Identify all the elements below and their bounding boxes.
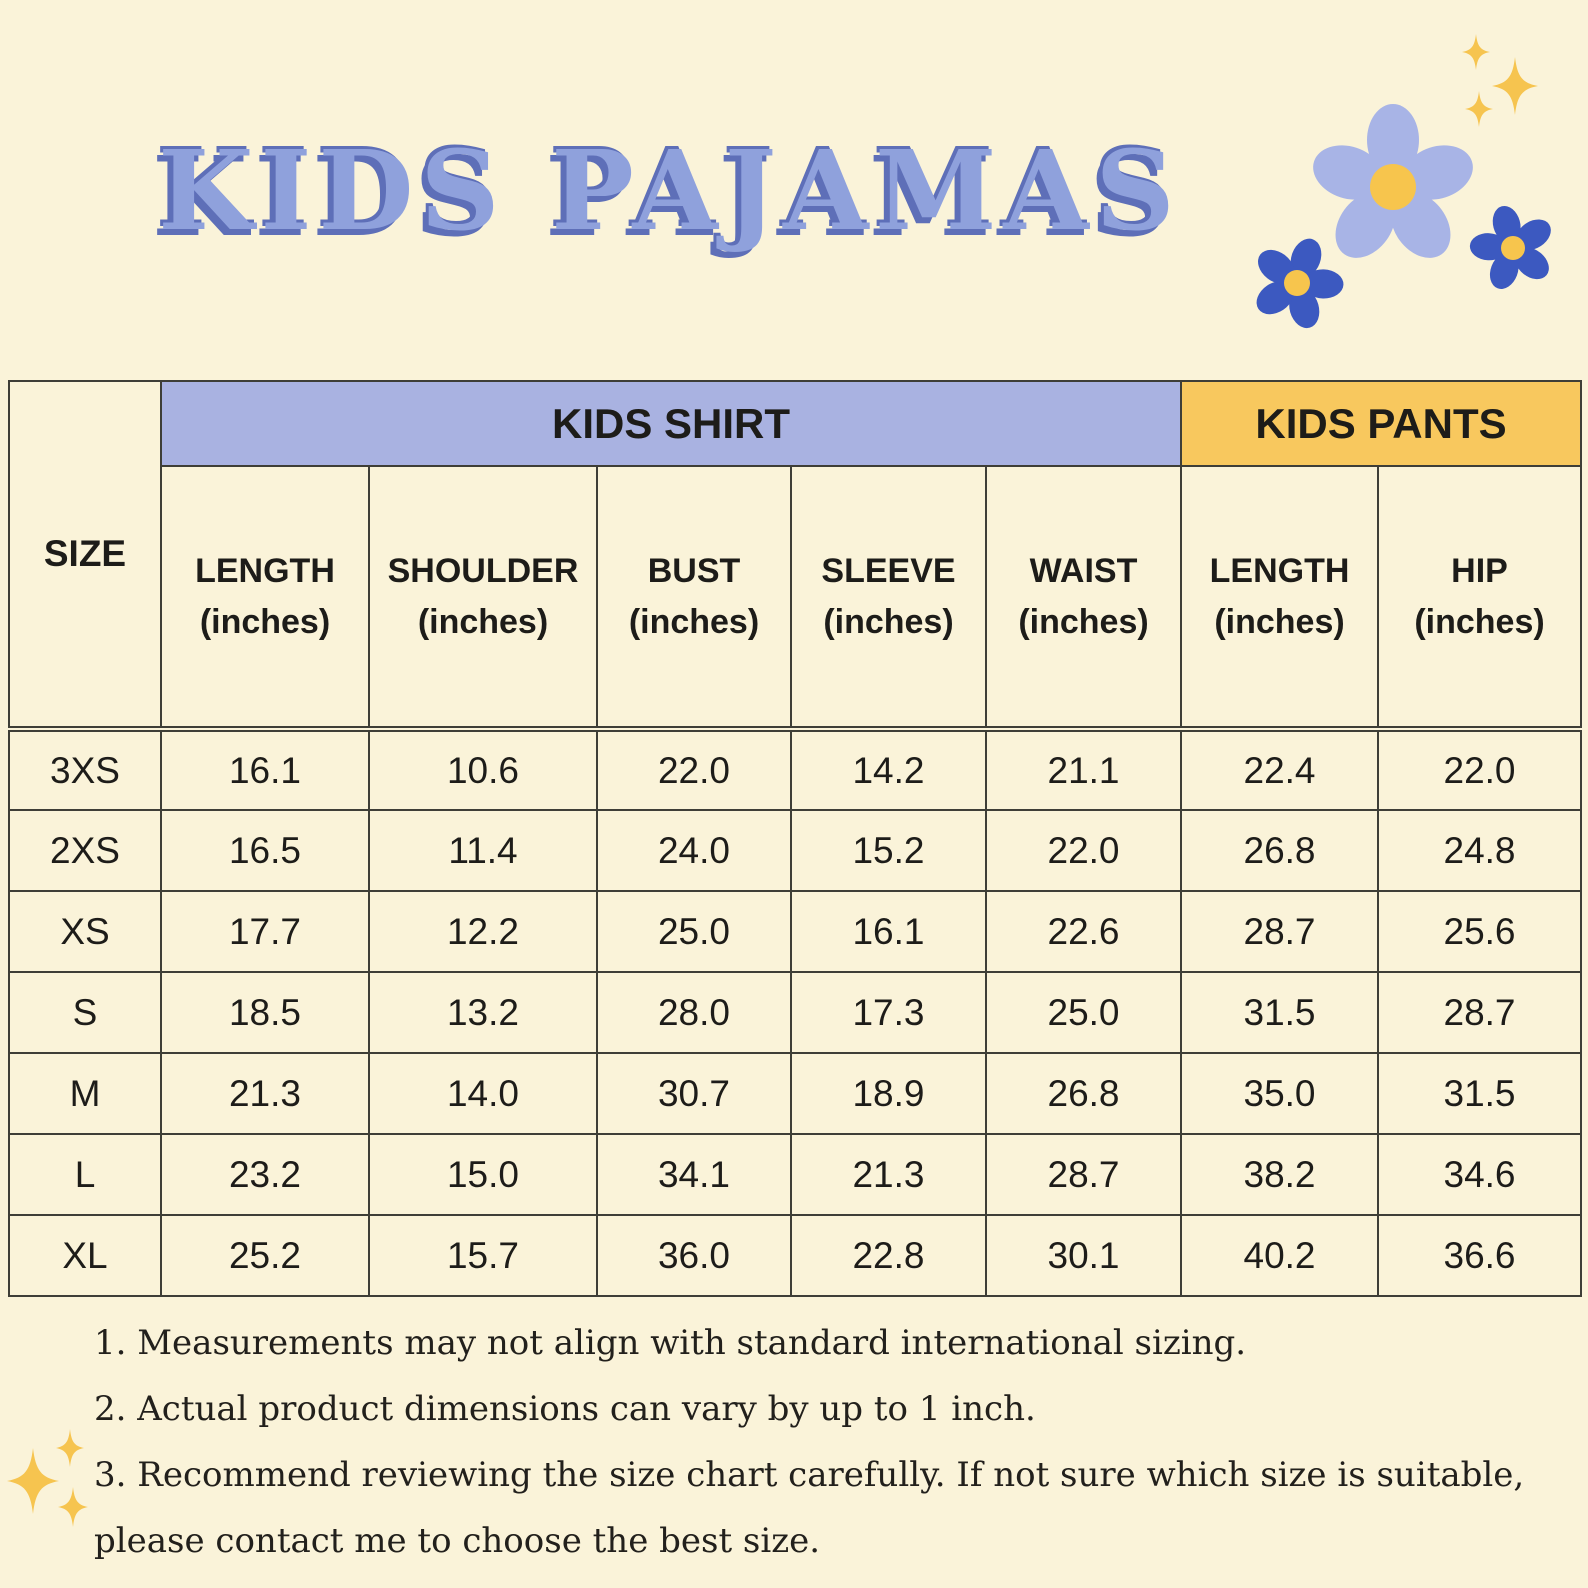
size-cell: L — [9, 1134, 161, 1215]
size-cell: S — [9, 972, 161, 1053]
column-title: LENGTH — [1209, 551, 1350, 590]
kids-pants-group-header: KIDS PANTS — [1181, 381, 1581, 466]
size-chart-table — [8, 380, 1582, 1297]
measurement-cell: 21.3 — [161, 1053, 369, 1134]
size-cell: XS — [9, 891, 161, 972]
column-header-length — [1181, 466, 1378, 729]
table-row — [9, 810, 1581, 891]
table-row — [9, 972, 1581, 1053]
measurement-cell: 18.5 — [161, 972, 369, 1053]
measurement-cell: 22.0 — [1378, 729, 1581, 810]
measurement-cell: 21.1 — [986, 729, 1181, 810]
table-row — [9, 729, 1581, 810]
measurement-cell: 34.6 — [1378, 1134, 1581, 1215]
column-header-waist — [986, 466, 1181, 729]
size-cell: XL — [9, 1215, 161, 1296]
large-flower-center — [1370, 164, 1416, 210]
measurement-cell: 16.1 — [791, 891, 986, 972]
measurement-cell: 14.0 — [369, 1053, 597, 1134]
measurement-cell: 21.3 — [791, 1134, 986, 1215]
measurement-cell: 22.0 — [986, 810, 1181, 891]
measurement-cell: 24.8 — [1378, 810, 1581, 891]
column-unit: (inches) — [1018, 602, 1149, 641]
column-header-hip — [1378, 466, 1581, 729]
column-unit: (inches) — [1414, 602, 1545, 641]
measurement-cell: 38.2 — [1181, 1134, 1378, 1215]
measurement-cell: 35.0 — [1181, 1053, 1378, 1134]
measurement-cell: 28.7 — [1378, 972, 1581, 1053]
measurement-cell: 22.0 — [597, 729, 791, 810]
measurement-cell: 11.4 — [369, 810, 597, 891]
sparkle-icon — [1462, 34, 1490, 70]
note: 3. Recommend reviewing the size chart carefully. If not sure which size is suitable, please contact me to choose the best size. — [94, 1455, 1525, 1561]
measurement-cell: 30.7 — [597, 1053, 791, 1134]
measurement-cell: 16.5 — [161, 810, 369, 891]
table-row — [9, 1134, 1581, 1215]
table-row — [9, 1053, 1581, 1134]
column-header-shoulder — [369, 466, 597, 729]
column-unit: (inches) — [199, 602, 331, 641]
size-chart-body — [9, 729, 1581, 1296]
measurement-cell: 40.2 — [1181, 1215, 1378, 1296]
measurement-cell: 22.6 — [986, 891, 1181, 972]
small-flower-left-center — [1284, 270, 1310, 296]
table-row — [9, 1215, 1581, 1296]
notes — [94, 1310, 1556, 1574]
measurement-cell: 31.5 — [1181, 972, 1378, 1053]
group-header-row — [9, 381, 1581, 466]
measurement-cell: 25.2 — [161, 1215, 369, 1296]
size-cell: 3XS — [9, 729, 161, 810]
measurement-cell: 24.0 — [597, 810, 791, 891]
measurement-cell: 28.7 — [1181, 891, 1378, 972]
sparkles-bottom-left — [7, 1429, 88, 1527]
measurement-cell: 15.7 — [369, 1215, 597, 1296]
size-column-header: SIZE — [9, 381, 161, 729]
measurement-cell: 10.6 — [369, 729, 597, 810]
note: 1. Measurements may not align with standard international sizing. — [94, 1323, 1247, 1363]
column-title: SLEEVE — [821, 551, 956, 590]
measurement-cell: 25.0 — [597, 891, 791, 972]
measurement-cell: 18.9 — [791, 1053, 986, 1134]
measurement-cell: 16.1 — [161, 729, 369, 810]
sparkles-top-right — [1462, 34, 1538, 127]
measurement-cell: 15.0 — [369, 1134, 597, 1215]
sparkle-icon — [58, 1487, 88, 1527]
measurement-cell: 26.8 — [1181, 810, 1378, 891]
column-unit: (inches) — [823, 602, 954, 641]
measurement-cell: 26.8 — [986, 1053, 1181, 1134]
column-unit: (inches) — [417, 602, 549, 641]
sparkle-icon — [7, 1448, 59, 1514]
column-header-sleeve — [791, 466, 986, 729]
column-title: BUST — [647, 551, 741, 590]
measurement-cell: 30.1 — [986, 1215, 1181, 1296]
measurement-cell: 23.2 — [161, 1134, 369, 1215]
column-title: SHOULDER — [387, 551, 579, 590]
page-title: KIDS PAJAMAS — [158, 126, 1182, 255]
measurement-cell: 12.2 — [369, 891, 597, 972]
sparkle-icon — [1492, 57, 1538, 115]
measurement-cell: 25.6 — [1378, 891, 1581, 972]
measurement-cell: 17.3 — [791, 972, 986, 1053]
size-cell: M — [9, 1053, 161, 1134]
measurement-cell: 36.0 — [597, 1215, 791, 1296]
measurement-cell: 31.5 — [1378, 1053, 1581, 1134]
sparkle-icon — [1465, 91, 1493, 127]
measurement-cell: 17.7 — [161, 891, 369, 972]
column-title: WAIST — [1029, 551, 1138, 590]
size-cell: 2XS — [9, 810, 161, 891]
column-title: HIP — [1451, 551, 1508, 590]
measurement-cell: 28.0 — [597, 972, 791, 1053]
measurement-cell: 22.8 — [791, 1215, 986, 1296]
table-row — [9, 891, 1581, 972]
column-header-length — [161, 466, 369, 729]
measurement-cell: 15.2 — [791, 810, 986, 891]
sparkle-icon — [56, 1429, 84, 1467]
flowers-decoration — [1235, 104, 1567, 343]
measurement-cell: 34.1 — [597, 1134, 791, 1215]
measurement-cell: 13.2 — [369, 972, 597, 1053]
measurement-cell: 25.0 — [986, 972, 1181, 1053]
measurement-cell: 36.6 — [1378, 1215, 1581, 1296]
column-header-row — [9, 466, 1581, 729]
kids-shirt-group-header: KIDS SHIRT — [161, 381, 1181, 466]
measurement-cell: 14.2 — [791, 729, 986, 810]
column-unit: (inches) — [628, 602, 760, 641]
measurement-cell: 28.7 — [986, 1134, 1181, 1215]
column-title: LENGTH — [195, 551, 335, 590]
note: 2. Actual product dimensions can vary by up to 1 inch. — [94, 1389, 1036, 1429]
small-flower-right-center — [1501, 236, 1525, 260]
column-unit: (inches) — [1214, 602, 1345, 641]
column-header-bust — [597, 466, 791, 729]
measurement-cell: 22.4 — [1181, 729, 1378, 810]
